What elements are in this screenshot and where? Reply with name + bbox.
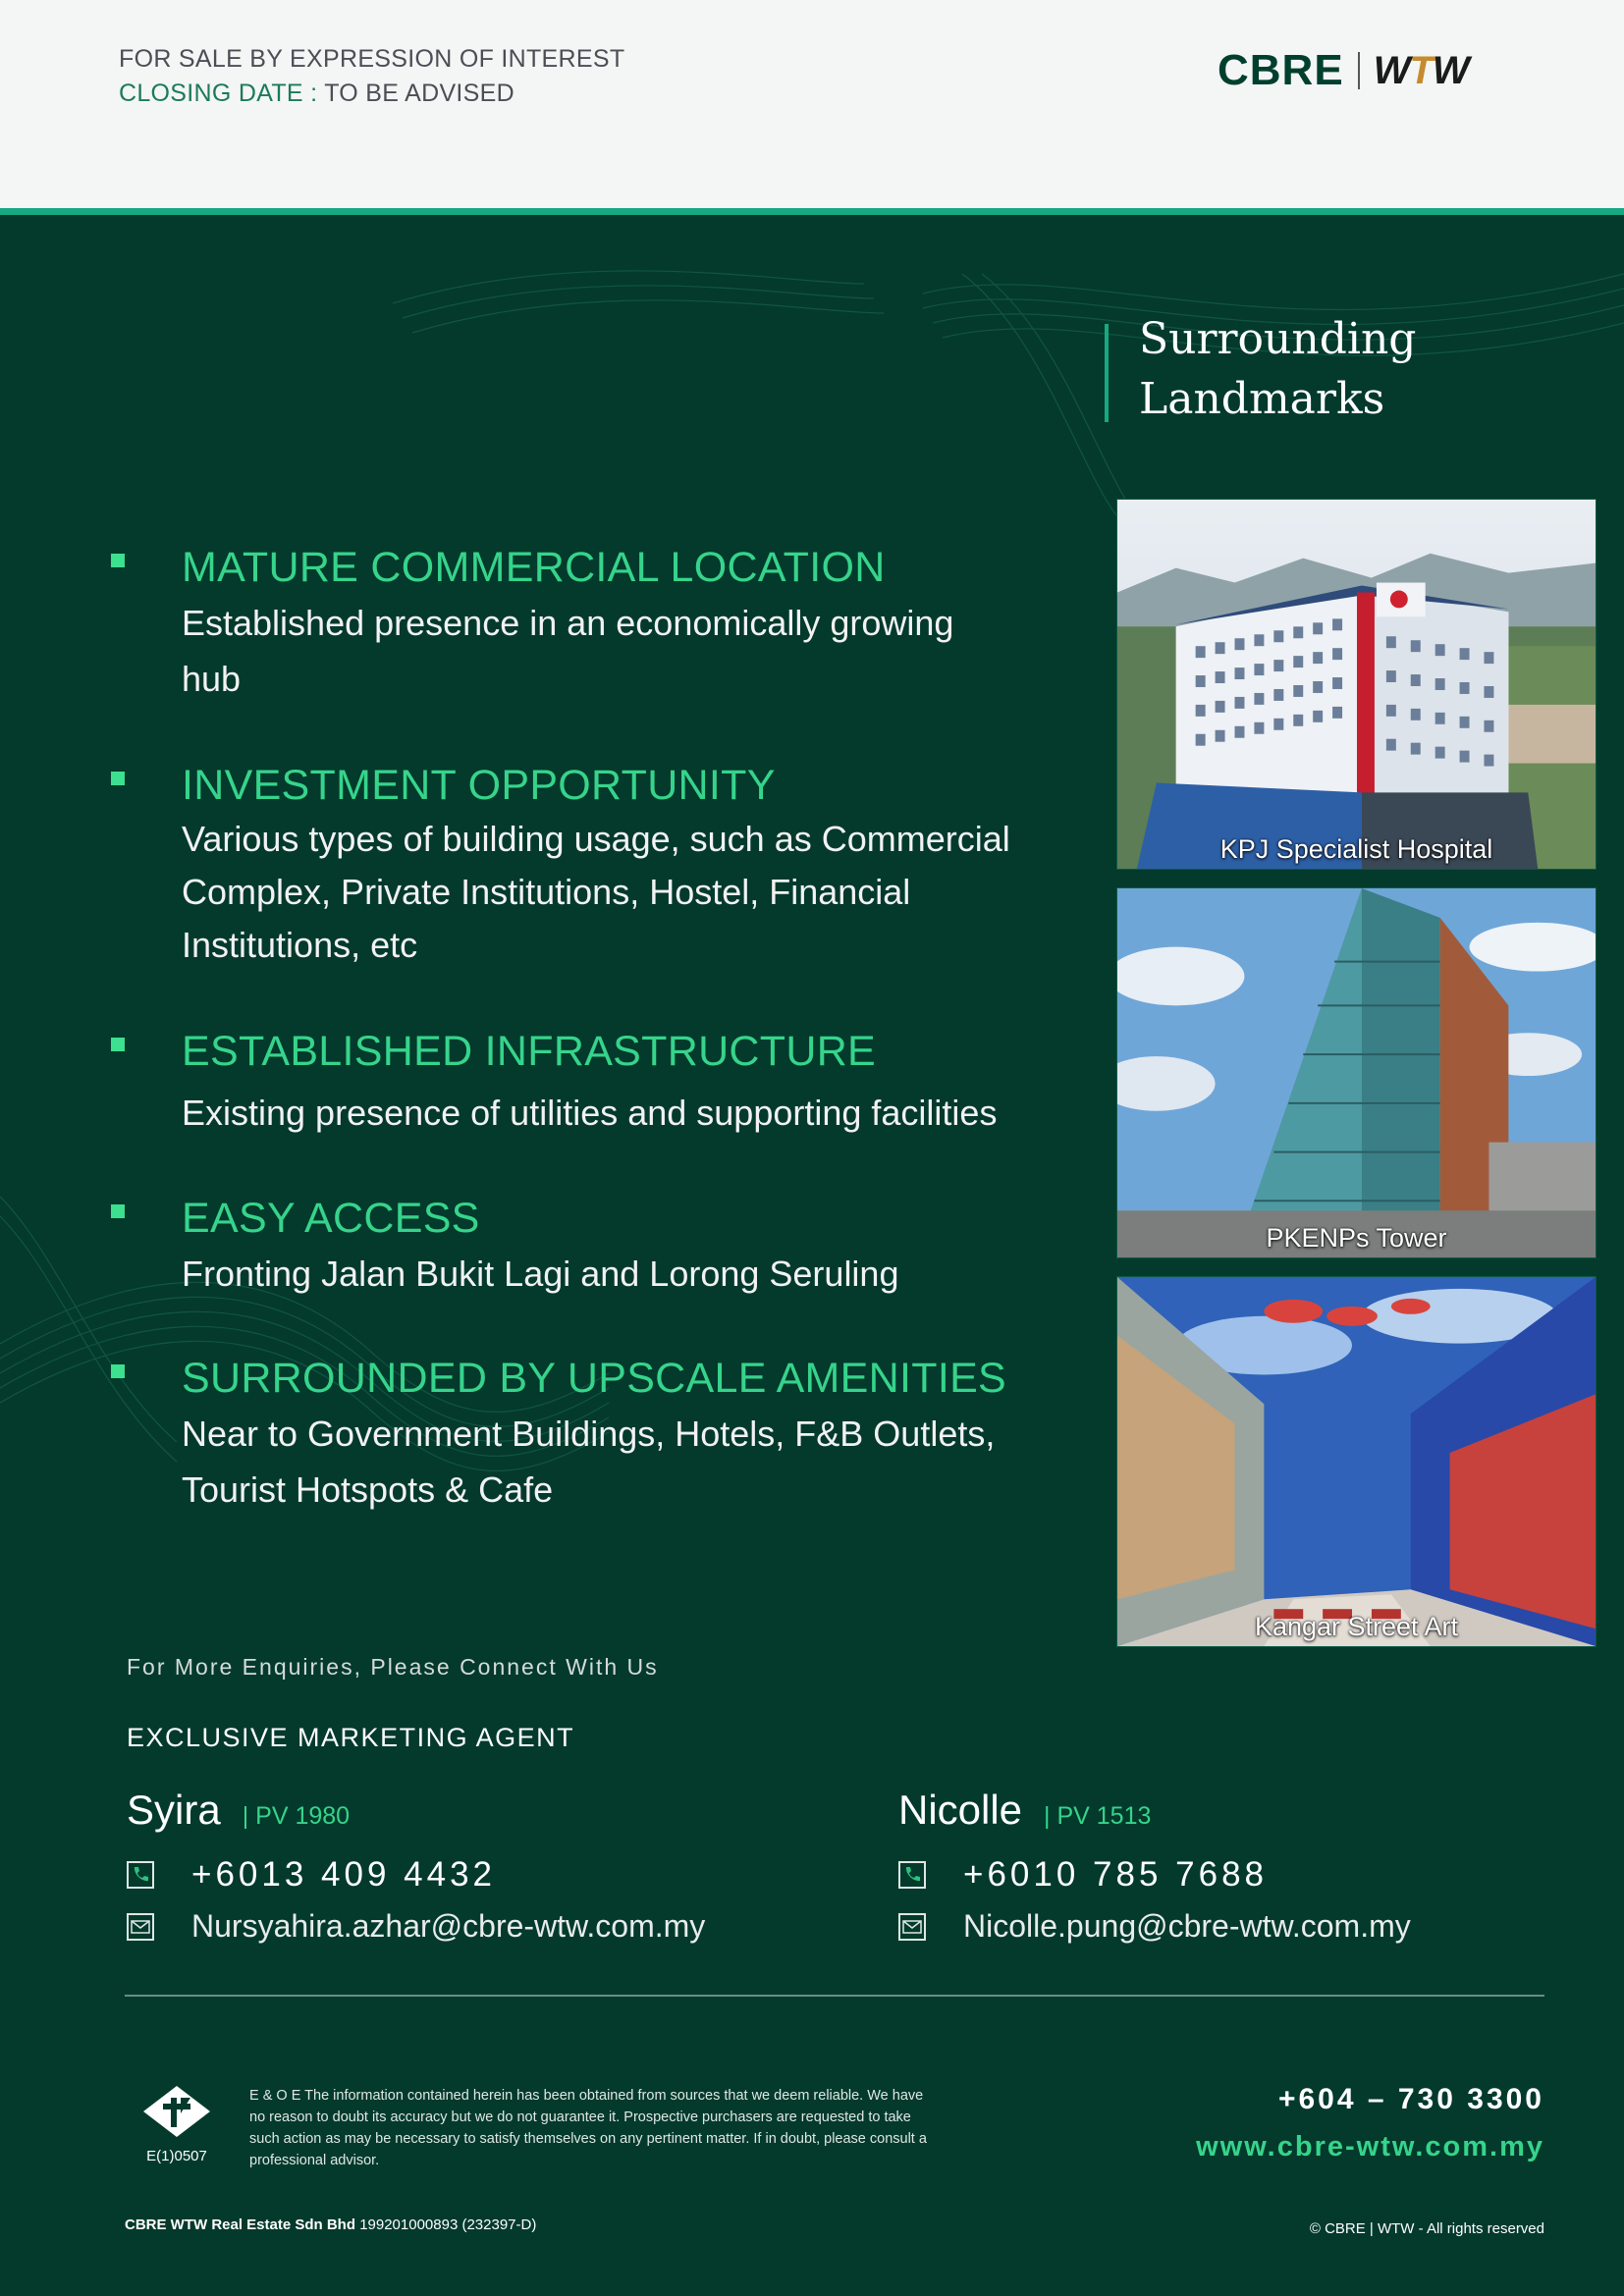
feature-title: EASY ACCESS <box>182 1195 480 1242</box>
bullet-icon <box>111 1204 125 1218</box>
valuer-badge-code: E(1)0507 <box>146 2148 207 2164</box>
landmarks-title: Surrounding Landmarks <box>1139 314 1417 424</box>
cbre-wtw-logo <box>1218 47 1469 94</box>
bullet-icon <box>111 554 125 567</box>
closing-date-label: CLOSING DATE <box>119 80 303 107</box>
feature-description: Existing presence of utilities and supporting facilities <box>182 1093 998 1133</box>
company-registration: 199201000893 (232397-D) <box>359 2216 537 2233</box>
landmark-caption: Kangar Street Art <box>1254 1612 1459 1641</box>
logo-divider <box>1358 52 1360 89</box>
agent-heading: EXCLUSIVE MARKETING AGENT <box>127 1723 575 1752</box>
agent-phone[interactable]: +6013 409 4432 <box>191 1855 497 1894</box>
bullet-icon <box>111 772 125 785</box>
feature-item <box>111 1351 1006 1518</box>
agent-name: Nicolle <box>898 1787 1023 1833</box>
bullet-icon <box>111 1038 125 1051</box>
valuer-badge-icon <box>141 2084 212 2139</box>
feature-description: Near to Government Buildings, Hotels, F&B Outlets, Tourist Hotspots & Cafe <box>182 1414 996 1510</box>
agent-pv-number: | PV 1513 <box>1044 1802 1152 1830</box>
agent-card <box>898 1787 1507 1945</box>
agent-email-row[interactable] <box>898 1908 1507 1945</box>
agent-email-row[interactable] <box>127 1908 735 1945</box>
agent-phone[interactable]: +6010 785 7688 <box>963 1855 1269 1894</box>
email-icon <box>127 1913 154 1941</box>
agent-card <box>127 1787 735 1945</box>
agent-phone-row[interactable] <box>898 1855 1507 1895</box>
footer-divider <box>125 1995 1544 1997</box>
landmarks-title-accent <box>1105 324 1109 422</box>
company-name: CBRE WTW Real Estate Sdn Bhd <box>125 2216 356 2233</box>
disclaimer-text: E & O E The information contained herein has been obtained from sources that we deem reliable. We have no reason to doubt its accuracy but we do not guarantee it. Prospective purchasers are requested to take such action as may be necessary to satisfy themselves on any pertinent matter. If in doubt, please consult a professional advisor. <box>249 2088 927 2168</box>
closing-date-value: TO BE ADVISED <box>324 80 514 107</box>
agent-name-row <box>898 1787 1507 1834</box>
agent-email[interactable]: Nursyahira.azhar@cbre-wtw.com.my <box>191 1908 706 1944</box>
feature-item <box>111 1024 997 1141</box>
agent-pv-number: | PV 1980 <box>242 1802 351 1830</box>
header-accent-line <box>0 208 1624 215</box>
feature-item <box>111 758 1010 972</box>
closing-date-separator: : <box>302 80 325 107</box>
agent-phone-row[interactable] <box>127 1855 735 1895</box>
feature-description: Various types of building usage, such as Commercial Complex, Private Institutions, Hostel, Financial Institutions, etc <box>182 819 1010 965</box>
feature-item <box>111 1191 898 1302</box>
logo-wtw-text: WTW <box>1373 48 1469 92</box>
feature-title: INVESTMENT OPPORTUNITY <box>182 762 776 809</box>
feature-description: Established presence in an economically growing hub <box>182 603 954 699</box>
feature-title: ESTABLISHED INFRASTRUCTURE <box>182 1028 877 1075</box>
bullet-icon <box>111 1364 125 1378</box>
enquiries-text: For More Enquiries, Please Connect With Us <box>127 1654 659 1680</box>
landmark-caption: KPJ Specialist Hospital <box>1219 834 1493 864</box>
agent-name: Syira <box>127 1787 221 1833</box>
company-info <box>125 2216 536 2233</box>
agent-email[interactable]: Nicolle.pung@cbre-wtw.com.my <box>963 1908 1411 1944</box>
valuer-badge <box>137 2084 216 2164</box>
sale-method-text: FOR SALE BY EXPRESSION OF INTEREST <box>119 45 625 73</box>
header-bar <box>0 0 1624 208</box>
feature-item <box>111 540 953 707</box>
phone-icon <box>898 1861 926 1889</box>
copyright-text: © CBRE | WTW - All rights reserved <box>1309 2220 1544 2237</box>
website-link[interactable]: www.cbre-wtw.com.my <box>1196 2131 1544 2163</box>
feature-title: SURROUNDED BY UPSCALE AMENITIES <box>182 1355 1007 1402</box>
agent-name-row <box>127 1787 735 1834</box>
landmark-caption: PKENPs Tower <box>1266 1223 1447 1253</box>
landmark-photo-hospital <box>1116 499 1597 870</box>
office-phone[interactable]: +604 – 730 3300 <box>1277 2083 1544 2115</box>
email-icon <box>898 1913 926 1941</box>
feature-description: Fronting Jalan Bukit Lagi and Lorong Seruling <box>182 1254 899 1294</box>
landmark-photo-street-art <box>1116 1276 1597 1647</box>
logo-cbre-text: CBRE <box>1218 46 1344 94</box>
feature-title: MATURE COMMERCIAL LOCATION <box>182 544 886 591</box>
closing-date-line <box>119 80 514 108</box>
landmark-photo-tower <box>1116 887 1597 1258</box>
phone-icon <box>127 1861 154 1889</box>
